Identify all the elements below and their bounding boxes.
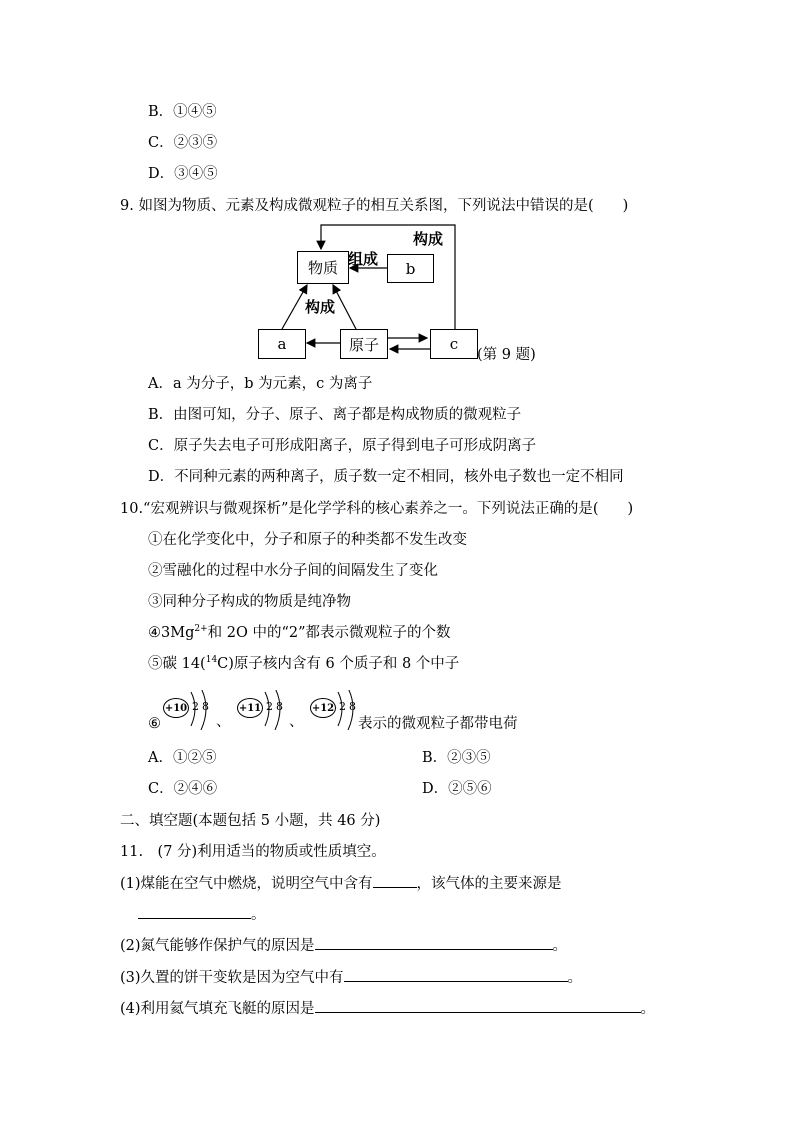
q10-option-c: C．②④⑥ bbox=[148, 781, 218, 797]
answer-blank-1b[interactable] bbox=[138, 904, 251, 919]
s5-part-b: C)原子核内含有 6 个质子和 8 个中子 bbox=[217, 656, 460, 672]
q9-option-b: B．由图可知，分子、原子、离子都是构成物质的微观粒子 bbox=[148, 407, 522, 423]
p4-end: 。 bbox=[640, 1001, 656, 1017]
q11-part-4 bbox=[120, 998, 655, 1019]
arrow-a-to-wuzhi bbox=[282, 285, 307, 329]
s5-part-a: ⑤碳 14( bbox=[148, 656, 206, 672]
s4-part-b: 和 2O 中的“2”都表示微观粒子的个数 bbox=[207, 625, 451, 641]
q9-option-a: A．a 为分子，b 为元素，c 为离子 bbox=[148, 376, 373, 392]
p2-end: 。 bbox=[552, 938, 568, 954]
q9-option-d: D．不同种元素的两种离子，质子数一定不相同，核外电子数也一定不相同 bbox=[148, 469, 624, 485]
p2-text: (2)氮气能够作保护气的原因是 bbox=[120, 938, 315, 954]
q10-statement-1: ①在化学变化中，分子和原子的种类都不发生改变 bbox=[148, 532, 467, 548]
label-goucheng-top: 构成 bbox=[413, 230, 444, 248]
box-b: b bbox=[387, 254, 434, 283]
q10-statement-5 bbox=[148, 654, 459, 674]
atom-diagram-1 bbox=[163, 690, 223, 730]
q10-statement-3: ③同种分子构成的物质是纯净物 bbox=[148, 594, 351, 610]
s6-number: ⑥ bbox=[148, 716, 161, 732]
shell2-electrons-2: 8 bbox=[276, 700, 283, 713]
box-wuzhi: 物质 bbox=[297, 251, 349, 284]
label-goucheng-mid: 构成 bbox=[305, 298, 336, 316]
q9-stem: 9. 如图为物质、元素及构成微观粒子的相互关系图，下列说法中错误的是( ) bbox=[120, 198, 629, 214]
shell2-electrons-3: 8 bbox=[349, 700, 356, 713]
nucleus-2: +11 bbox=[237, 698, 263, 718]
p1-end: 。 bbox=[251, 907, 266, 923]
q11-part-1 bbox=[120, 873, 562, 894]
atom-diagram-2 bbox=[237, 690, 297, 730]
q10-stem: 10.“宏观辨识与微观探析”是化学学科的核心素养之一。下列说法正确的是( ) bbox=[120, 501, 634, 517]
answer-blank-1a[interactable] bbox=[373, 873, 417, 888]
option-d-prev: D．③④⑤ bbox=[148, 166, 218, 182]
s5-mass-number: 14 bbox=[205, 655, 218, 665]
nucleus-3: +12 bbox=[310, 698, 336, 718]
shell1-electrons-2: 2 bbox=[266, 700, 273, 713]
s6-text: 表示的微观粒子都带电荷 bbox=[358, 716, 518, 732]
q10-statement-2: ②雪融化的过程中水分子间的间隔发生了变化 bbox=[148, 563, 438, 579]
shell1-electrons-1: 2 bbox=[192, 700, 199, 713]
p4-text: (4)利用氦气填充飞艇的原因是 bbox=[120, 1001, 315, 1017]
option-c-prev: C．②③⑤ bbox=[148, 135, 218, 151]
p1-text-b: ，该气体的主要来源是 bbox=[416, 876, 562, 892]
s4-charge: 2+ bbox=[194, 624, 208, 634]
p3-end: 。 bbox=[567, 970, 583, 986]
arrow-yuanzi-to-wuzhi bbox=[333, 285, 356, 329]
box-a: a bbox=[258, 329, 306, 359]
answer-blank-4[interactable] bbox=[315, 998, 641, 1013]
q9-diagram-arrows bbox=[0, 0, 794, 400]
q11-part-2 bbox=[120, 935, 567, 956]
box-yuanzi: 原子 bbox=[340, 329, 388, 359]
q11-stem: 11. (7 分)利用适当的物质或性质填空。 bbox=[120, 844, 386, 860]
s6-separator-1: 、 bbox=[216, 714, 231, 730]
answer-blank-3[interactable] bbox=[344, 967, 568, 982]
q11-part-1-cont bbox=[138, 904, 266, 925]
s6-separator-2: 、 bbox=[289, 714, 304, 730]
q10-statement-4 bbox=[148, 623, 451, 643]
q10-option-b: B．②③⑤ bbox=[422, 750, 491, 766]
p1-text-a: (1)煤能在空气中燃烧，说明空气中含有 bbox=[120, 876, 373, 892]
nucleus-1: +10 bbox=[163, 698, 189, 718]
q11-part-3 bbox=[120, 967, 582, 988]
s4-part-a: ④3Mg bbox=[148, 625, 195, 641]
diagram-caption: (第 9 题) bbox=[477, 347, 536, 363]
q9-diagram bbox=[0, 0, 794, 400]
shell1-electrons-3: 2 bbox=[339, 700, 346, 713]
p3-text: (3)久置的饼干变软是因为空气中有 bbox=[120, 970, 344, 986]
option-b-prev: B．①④⑤ bbox=[148, 104, 217, 120]
label-zucheng: 组成 bbox=[348, 250, 379, 268]
shell2-electrons-1: 8 bbox=[202, 700, 209, 713]
answer-blank-2[interactable] bbox=[315, 935, 553, 950]
box-c: c bbox=[430, 329, 478, 359]
q10-option-d: D．②⑤⑥ bbox=[422, 781, 492, 797]
q9-option-c: C．原子失去电子可形成阳离子，原子得到电子可形成阴离子 bbox=[148, 438, 537, 454]
q10-option-a: A．①②⑤ bbox=[148, 750, 217, 766]
section-heading: 二、填空题(本题包括 5 小题，共 46 分) bbox=[120, 813, 381, 829]
